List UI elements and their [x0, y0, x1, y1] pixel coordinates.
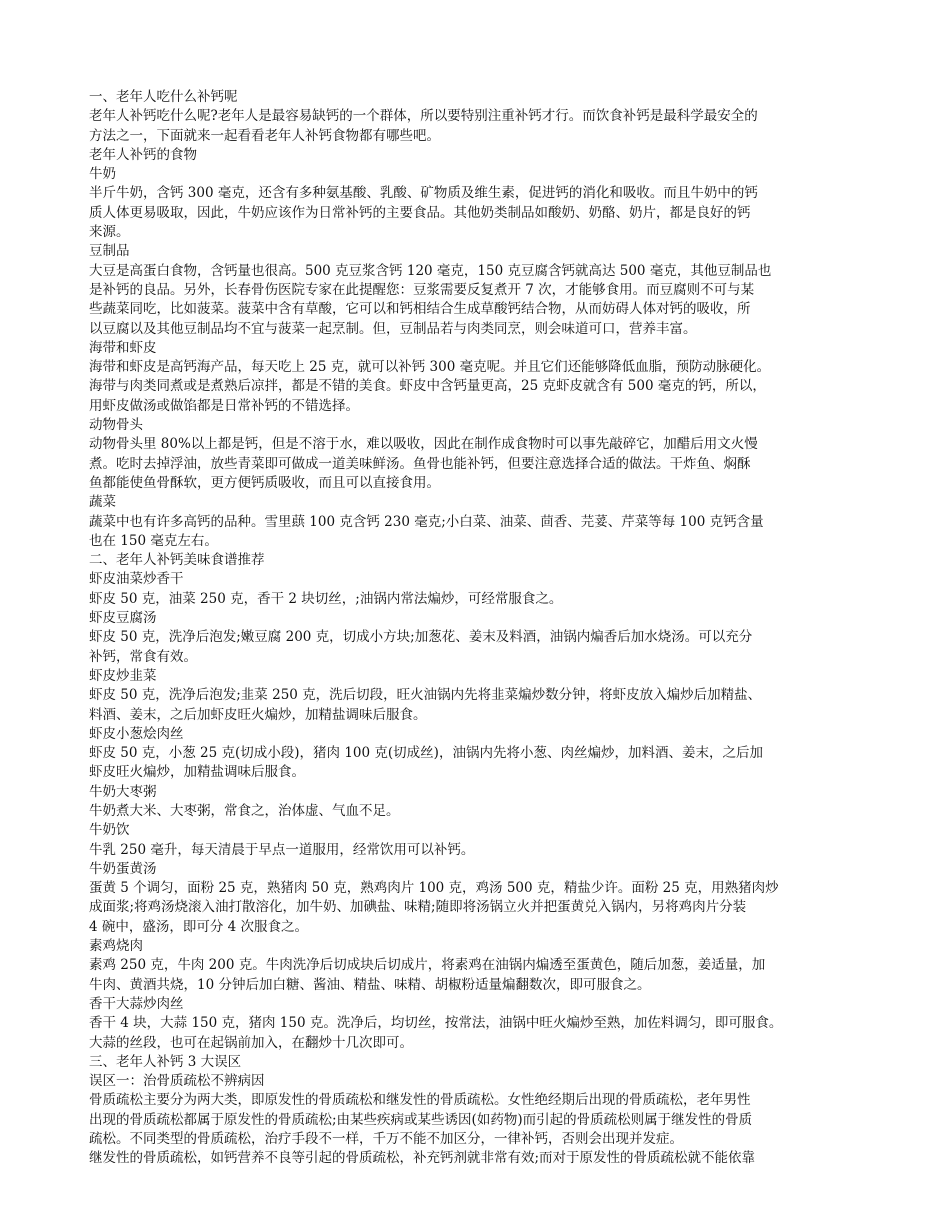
subheading: 动物骨头	[89, 417, 143, 434]
paragraph-line: 虾皮 50 克，小葱 25 克(切成小段)，猪肉 100 克(切成丝)，油锅内先将小葱、肉丝煸炒，加料酒、姜末，之后加	[89, 745, 763, 762]
paragraph-line: 方法之一，下面就来一起看看老年人补钙食物都有哪些吧。	[89, 127, 440, 144]
paragraph-line: 用虾皮做汤或做馅都是日常补钙的不错选择。	[89, 397, 359, 414]
section-heading: 一、老年人吃什么补钙呢	[89, 89, 238, 105]
paragraph-line: 补钙，常食有效。	[89, 648, 197, 665]
paragraph-line: 鱼都能使鱼骨酥软，更方便钙质吸收，而且可以直接食用。	[89, 474, 440, 491]
paragraph-line: 牛乳 250 毫升，每天清晨于早点一道服用，经常饮用可以补钙。	[89, 841, 475, 858]
paragraph-line: 大蒜的丝段，也可在起锅前加入，在翻炒十几次即可。	[89, 1034, 413, 1051]
subheading: 虾皮炒韭菜	[89, 667, 157, 684]
paragraph-line: 老年人补钙吃什么呢?老年人是最容易缺钙的一个群体，所以要特别注重补钙才行。而饮食补钙是最科学最安全的	[89, 108, 758, 125]
paragraph-line: 虾皮 50 克，洗净后泡发;韭菜 250 克，洗后切段，旺火油锅内先将韭菜煸炒数分钟，将虾皮放入煸炒后加精盐、	[89, 687, 762, 704]
paragraph-line: 也在 150 毫克左右。	[89, 532, 218, 549]
paragraph-line: 煮。吃时去掉浮油，放些青菜即可做成一道美味鲜汤。鱼骨也能补钙，但要注意选择合适的做法。干炸鱼、焖酥	[89, 455, 751, 472]
paragraph-line: 以豆腐以及其他豆制品均不宜与菠菜一起烹制。但，豆制品若与肉类同烹，则会味道可口，营养丰富。	[89, 320, 697, 337]
paragraph-line: 半斤牛奶，含钙 300 毫克，还含有多种氨基酸、乳酸、矿物质及维生素，促进钙的消化和吸收。而且牛奶中的钙	[89, 185, 758, 202]
subheading: 误区一：治骨质疏松不辨病因	[89, 1073, 265, 1090]
subheading: 素鸡烧肉	[89, 938, 143, 955]
paragraph-line: 料酒、姜末，之后加虾皮旺火煸炒，加精盐调味后服食。	[89, 706, 427, 723]
paragraph-line: 海带和虾皮是高钙海产品，每天吃上 25 克，就可以补钙 300 毫克呢。并且它们还能够降低血脂，预防动脉硬化。	[89, 359, 771, 376]
paragraph-line: 海带与肉类同煮或是煮熟后凉拌，都是不错的美食。虾皮中含钙量更高，25 克虾皮就含有 500 毫克的钙，所以，	[89, 378, 766, 395]
subheading: 虾皮油菜炒香干	[89, 571, 184, 588]
paragraph-line: 骨质疏松主要分为两大类，即原发性的骨质疏松和继发性的骨质疏松。女性绝经期后出现的骨质疏松，老年男性	[89, 1092, 751, 1109]
subheading: 牛奶蛋黄汤	[89, 860, 157, 877]
document-body	[89, 88, 864, 1169]
subheading: 豆制品	[89, 243, 130, 260]
paragraph-line: 虾皮旺火煸炒，加精盐调味后服食。	[89, 764, 305, 781]
subheading: 虾皮小葱烩肉丝	[89, 725, 184, 742]
paragraph-line: 是补钙的良品。另外，长春骨伤医院专家在此提醒您：豆浆需要反复煮开 7 次，才能够食用。而豆腐则不可与某	[89, 281, 755, 298]
section-heading: 三、老年人补钙 3 大误区	[89, 1053, 242, 1070]
paragraph-line: 出现的骨质疏松都属于原发性的骨质疏松;由某些疾病或某些诱因(如药物)而引起的骨质疏松则属于继发性的骨质	[89, 1111, 753, 1128]
paragraph-line: 牛肉、黄酒共烧，10 分钟后加白糖、酱油、精盐、味精、胡椒粉适量煸翻数次，即可服食之。	[89, 976, 651, 993]
paragraph-line: 香干 4 块，大蒜 150 克，猪肉 150 克。洗净后，均切丝，按常法，油锅中旺火煸炒至熟，加佐料调匀，即可服食。	[89, 1015, 783, 1032]
paragraph-line: 4 碗中，盛汤，即可分 4 次服食之。	[89, 918, 309, 935]
subheading: 海带和虾皮	[89, 339, 157, 356]
paragraph-line: 质人体更易吸取，因此，牛奶应该作为日常补钙的主要食品。其他奶类制品如酸奶、奶酪、奶片，都是良好的钙	[89, 204, 751, 221]
subheading: 蔬菜	[89, 494, 116, 511]
paragraph-line: 蔬菜中也有许多高钙的品种。雪里蕻 100 克含钙 230 毫克;小白菜、油菜、茴香、芫荽、芹菜等每 100 克钙含量	[89, 513, 764, 530]
paragraph-line: 大豆是高蛋白食物，含钙量也很高。500 克豆浆含钙 120 毫克，150 克豆腐含钙就高达 500 毫克，其他豆制品也	[89, 262, 772, 279]
subheading: 虾皮豆腐汤	[89, 610, 157, 627]
paragraph-line: 些蔬菜同吃，比如菠菜。菠菜中含有草酸，它可以和钙相结合生成草酸钙结合物，从而妨碍人体对钙的吸收，所	[89, 301, 751, 318]
paragraph-line: 虾皮 50 克，油菜 250 克，香干 2 块切丝，;油锅内常法煸炒，可经常服食之。	[89, 590, 563, 607]
subheading: 牛奶大枣粥	[89, 783, 157, 800]
paragraph-line: 成面浆;将鸡汤烧滚入油打散溶化，加牛奶、加碘盐、味精;随即将汤锅立火并把蛋黄兑入锅内，另将鸡肉片分装	[89, 899, 747, 916]
paragraph-line: 疏松。不同类型的骨质疏松，治疗手段不一样，千万不能不加区分，一律补钙，否则会出现并发症。	[89, 1131, 683, 1148]
paragraph-line: 蛋黄 5 个调匀，面粉 25 克，熟猪肉 50 克，熟鸡肉片 100 克，鸡汤 500 克，精盐少许。面粉 25 克，用熟猪肉炒	[89, 880, 779, 897]
paragraph-line: 继发性的骨质疏松，如钙营养不良等引起的骨质疏松，补充钙剂就非常有效;而对于原发性的骨质疏松就不能依靠	[89, 1150, 756, 1167]
paragraph-line: 动物骨头里 80%以上都是钙，但是不溶于水，难以吸收，因此在制作成食物时可以事先敲碎它，加醋后用文火慢	[89, 436, 758, 453]
paragraph-line: 牛奶煮大米、大枣粥，常食之，治体虚、气血不足。	[89, 802, 400, 819]
paragraph-line: 素鸡 250 克，牛肉 200 克。牛肉洗净后切成块后切成片，将素鸡在油锅内煸透至蛋黄色，随后加葱，姜适量，加	[89, 957, 766, 974]
paragraph-line: 虾皮 50 克，洗净后泡发;嫩豆腐 200 克，切成小方块;加葱花、姜末及料酒，油锅内煸香后加水烧汤。可以充分	[89, 629, 753, 646]
paragraph-line: 来源。	[89, 224, 130, 241]
subheading: 香干大蒜炒肉丝	[89, 995, 184, 1012]
subheading: 牛奶饮	[89, 822, 130, 839]
subheading: 老年人补钙的食物	[89, 146, 197, 163]
section-heading: 二、老年人补钙美味食谱推荐	[89, 552, 265, 569]
subheading: 牛奶	[89, 166, 116, 183]
